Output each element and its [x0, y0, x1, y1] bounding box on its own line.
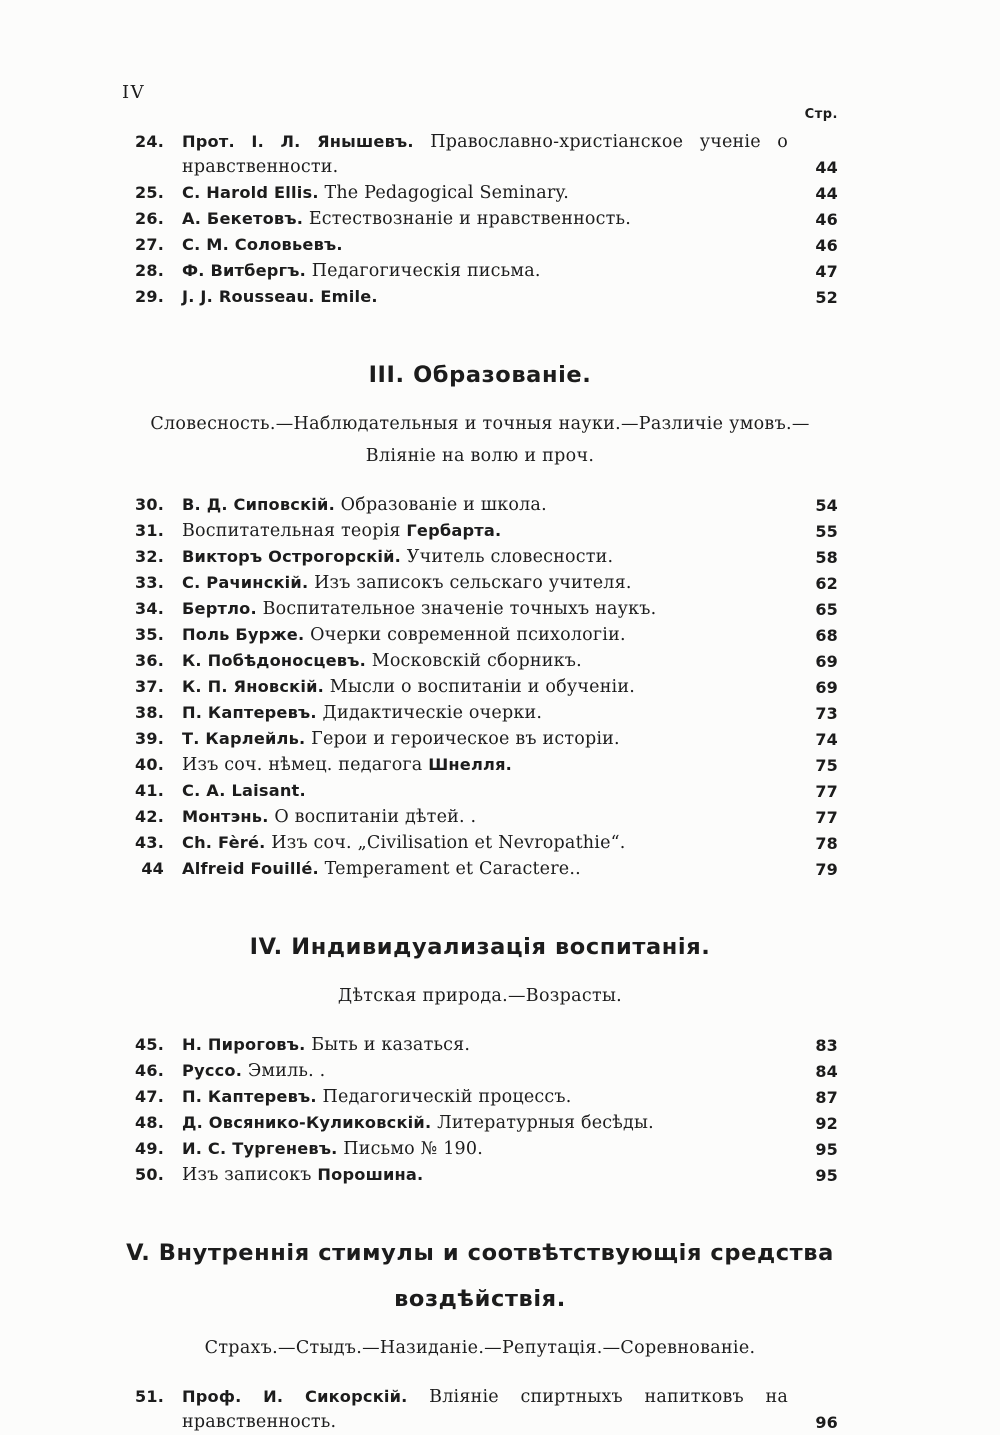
entry-text: Учитель словесности. [401, 547, 614, 567]
toc-entry [122, 1384, 838, 1435]
entry-author: И. С. Тургеневъ. [182, 1139, 338, 1158]
toc-entry [122, 700, 838, 726]
entry-number: 42. [135, 807, 164, 826]
toc-entry [122, 570, 838, 596]
entry-page-number: 69 [815, 652, 838, 671]
section-subtitle-line: Словесность.—Наблюдательныя и точныя науки.—Различіе умовъ.— [150, 414, 810, 434]
entry-number: 44 [141, 859, 164, 878]
entry-text: Педагогическія письма. [305, 261, 541, 281]
entry-author: Н. Пироговъ. [182, 1035, 306, 1054]
entry-text: Эмиль. . [242, 1061, 326, 1081]
entry-number: 41. [135, 781, 164, 800]
table-of-contents [122, 129, 838, 1435]
entry-author: Викторъ Острогорскій. [182, 547, 401, 566]
entry-author: Ф. Витбергъ. [182, 261, 306, 280]
entry-title [182, 752, 798, 778]
toc-entry [122, 830, 838, 856]
entry-text: Воспитательное значеніе точныхъ наукъ. [256, 599, 657, 619]
entry-page-number: 58 [815, 548, 838, 567]
toc-entry [122, 492, 838, 518]
toc-entry [122, 1084, 838, 1110]
entry-title [182, 804, 798, 830]
entry-title [182, 1110, 798, 1136]
section-heading-line: IV. Индивидуализація воспитанія. [249, 934, 711, 960]
entry-page-number: 77 [815, 808, 838, 827]
entry-author: К. П. Яновскій. [182, 677, 324, 696]
entry-text: Вліяніе спиртныхъ напитковъ на нравственность. [182, 1387, 788, 1432]
entry-number: 51. [135, 1387, 164, 1406]
toc-entry [122, 674, 838, 700]
entry-page-number: 44 [815, 184, 838, 203]
entry-title [182, 1162, 798, 1188]
entry-page-number: 92 [815, 1114, 838, 1133]
entry-title [182, 700, 798, 726]
entry-author: Д. Овсянико-Куликовскій. [182, 1113, 432, 1132]
page-folio: IV [122, 82, 146, 103]
entry-text: Дидактическіе очерки. [316, 703, 543, 723]
entry-number: 34. [135, 599, 164, 618]
entry-title [182, 232, 798, 258]
entry-number: 48. [135, 1113, 164, 1132]
entry-title [182, 180, 798, 206]
entry-title [182, 492, 798, 518]
entry-page-number: 68 [815, 626, 838, 645]
entry-author: Поль Бурже. [182, 625, 305, 644]
entry-page-number: 46 [815, 210, 838, 229]
entry-author: Проф. И. Сикорскій. [182, 1387, 408, 1406]
entry-title [182, 258, 798, 284]
section-subtitle [122, 980, 838, 1012]
entry-number: 38. [135, 703, 164, 722]
entry-title [182, 129, 798, 180]
entry-title [182, 856, 798, 882]
toc-entry [122, 206, 838, 232]
entry-number: 50. [135, 1165, 164, 1184]
entry-title [182, 674, 798, 700]
toc-entry [122, 856, 838, 882]
entry-page-number: 65 [815, 600, 838, 619]
toc-entry [122, 180, 838, 206]
entry-author: Гербарта. [406, 521, 502, 540]
toc-entry [122, 1162, 838, 1188]
entry-page-number: 74 [815, 730, 838, 749]
entry-author: Прот. І. Л. Янышевъ. [182, 132, 414, 151]
toc-entry [122, 596, 838, 622]
entry-number: 32. [135, 547, 164, 566]
entry-text: The Pedagogical Seminary. [318, 183, 569, 203]
section-heading [122, 352, 838, 398]
toc-entry [122, 778, 838, 804]
entry-page-number: 47 [815, 262, 838, 281]
entry-text: Изъ соч. „Civilisation et Nevropathie“. [265, 833, 626, 853]
entry-author: А. Бекетовъ. [182, 209, 304, 228]
entry-author: Руссо. [182, 1061, 243, 1080]
entry-number: 25. [135, 183, 164, 202]
toc-entry [122, 1136, 838, 1162]
entry-author: Монтэнь. [182, 807, 269, 826]
entry-number: 26. [135, 209, 164, 228]
entry-text: Temperament et Caractere.. [318, 859, 581, 879]
entry-title [182, 1136, 798, 1162]
toc-entry [122, 622, 838, 648]
entry-title [182, 726, 798, 752]
entry-title [182, 778, 798, 804]
entry-page-number: 54 [815, 496, 838, 515]
entry-page-number: 78 [815, 834, 838, 853]
toc-entry [122, 284, 838, 310]
entry-text: Педагогическій процессъ. [316, 1087, 572, 1107]
entry-title [182, 518, 798, 544]
entry-text: Образованіе и школа. [334, 495, 547, 515]
entry-number: 39. [135, 729, 164, 748]
toc-entry [122, 726, 838, 752]
entry-title [182, 830, 798, 856]
entry-number: 29. [135, 287, 164, 306]
entry-page-number: 73 [815, 704, 838, 723]
entry-page-number: 79 [815, 860, 838, 879]
entry-text: Изъ соч. нѣмец. педагога [182, 755, 429, 775]
entry-author: C. Harold Ellis. [182, 183, 319, 202]
entry-text: Изъ записокъ [182, 1165, 318, 1185]
entry-title [182, 1084, 798, 1110]
entry-number: 28. [135, 261, 164, 280]
entry-number: 27. [135, 235, 164, 254]
entry-text: Письмо № 190. [337, 1139, 483, 1159]
entry-author: Ch. Fèré. [182, 833, 266, 852]
entry-number: 24. [135, 132, 164, 151]
entry-title [182, 1384, 798, 1435]
toc-entry [122, 518, 838, 544]
entry-number: 40. [135, 755, 164, 774]
entry-author: Шнелля. [428, 755, 513, 774]
entry-number: 31. [135, 521, 164, 540]
toc-entry [122, 1058, 838, 1084]
entry-author: Alfreid Fouillé. [182, 859, 319, 878]
toc-entry [122, 804, 838, 830]
entry-text: Православно-христіанское ученіе о нравственности. [182, 132, 788, 177]
section-subtitle-line: Дѣтская природа.—Возрасты. [337, 986, 623, 1006]
entry-author: C. A. Laisant. [182, 781, 306, 800]
entry-author: Порошина. [317, 1165, 424, 1184]
entry-page-number: 46 [815, 236, 838, 255]
toc-entry [122, 1110, 838, 1136]
entry-title [182, 544, 798, 570]
entry-title [182, 648, 798, 674]
entry-number: 47. [135, 1087, 164, 1106]
entry-text: Естествознаніе и нравственность. [303, 209, 632, 229]
entry-page-number: 96 [815, 1413, 838, 1432]
entry-title [182, 596, 798, 622]
entry-author: П. Каптеревъ. [182, 703, 317, 722]
entry-text: Мысли о воспитаніи и обученіи. [324, 677, 635, 697]
entry-page-number: 95 [815, 1166, 838, 1185]
entry-title [182, 622, 798, 648]
page-number-column-header: Стр. [804, 107, 838, 122]
entry-text: Очерки современной психологіи. [304, 625, 626, 645]
entry-text: Быть и казаться. [305, 1035, 471, 1055]
toc-entry [122, 232, 838, 258]
section-heading [122, 924, 838, 970]
section-heading-line: III. Образованіе. [368, 362, 592, 388]
entry-page-number: 77 [815, 782, 838, 801]
section-subtitle [122, 1332, 838, 1364]
entry-page-number: 52 [815, 288, 838, 307]
section-heading-line: V. Внутреннія стимулы и соотвѣтствующія средства [126, 1240, 834, 1266]
entry-text: Литературныя бесѣды. [431, 1113, 654, 1133]
entry-number: 45. [135, 1035, 164, 1054]
section-subtitle-line: Страхъ.—Стыдъ.—Назиданіе.—Репутація.—Соревнованіе. [204, 1338, 756, 1358]
entry-number: 36. [135, 651, 164, 670]
entry-title [182, 1058, 798, 1084]
entry-number: 46. [135, 1061, 164, 1080]
entry-page-number: 83 [815, 1036, 838, 1055]
entry-title [182, 284, 798, 310]
entry-author: С. М. Соловьевъ. [182, 235, 343, 254]
entry-author: В. Д. Сиповскій. [182, 495, 335, 514]
entry-page-number: 62 [815, 574, 838, 593]
toc-entry [122, 129, 838, 180]
entry-page-number: 75 [815, 756, 838, 775]
entry-page-number: 44 [815, 158, 838, 177]
entry-number: 33. [135, 573, 164, 592]
entry-number: 37. [135, 677, 164, 696]
entry-page-number: 87 [815, 1088, 838, 1107]
entry-author: П. Каптеревъ. [182, 1087, 317, 1106]
entry-number: 43. [135, 833, 164, 852]
section-subtitle [122, 408, 838, 472]
entry-page-number: 69 [815, 678, 838, 697]
entry-title [182, 206, 798, 232]
entry-text: Воспитательная теорія [182, 521, 407, 541]
entry-page-number: 84 [815, 1062, 838, 1081]
entry-page-number: 55 [815, 522, 838, 541]
entry-text: О воспитаніи дѣтей. . [268, 807, 477, 827]
entry-text: Изъ записокъ сельскаго учителя. [308, 573, 632, 593]
toc-entry [122, 648, 838, 674]
entry-text: Герои и героическое въ исторіи. [305, 729, 620, 749]
entry-author: J. J. Rousseau. Emile. [182, 287, 378, 306]
entry-title [182, 570, 798, 596]
toc-entry [122, 752, 838, 778]
entry-author: Т. Карлейль. [182, 729, 306, 748]
section-subtitle-line: Вліяніе на волю и проч. [365, 446, 595, 466]
toc-entry [122, 544, 838, 570]
entry-number: 35. [135, 625, 164, 644]
section-heading-line: воздѣйствія. [394, 1286, 566, 1312]
entry-author: С. Рачинскій. [182, 573, 309, 592]
entry-author: Бертло. [182, 599, 257, 618]
entry-number: 30. [135, 495, 164, 514]
entry-title [182, 1032, 798, 1058]
entry-author: К. Побѣдоносцевъ. [182, 651, 366, 670]
entry-text: Московскій сборникъ. [365, 651, 582, 671]
book-page [122, 0, 838, 1435]
toc-entry [122, 1032, 838, 1058]
entry-page-number: 95 [815, 1140, 838, 1159]
toc-entry [122, 258, 838, 284]
entry-number: 49. [135, 1139, 164, 1158]
section-heading [122, 1230, 838, 1322]
